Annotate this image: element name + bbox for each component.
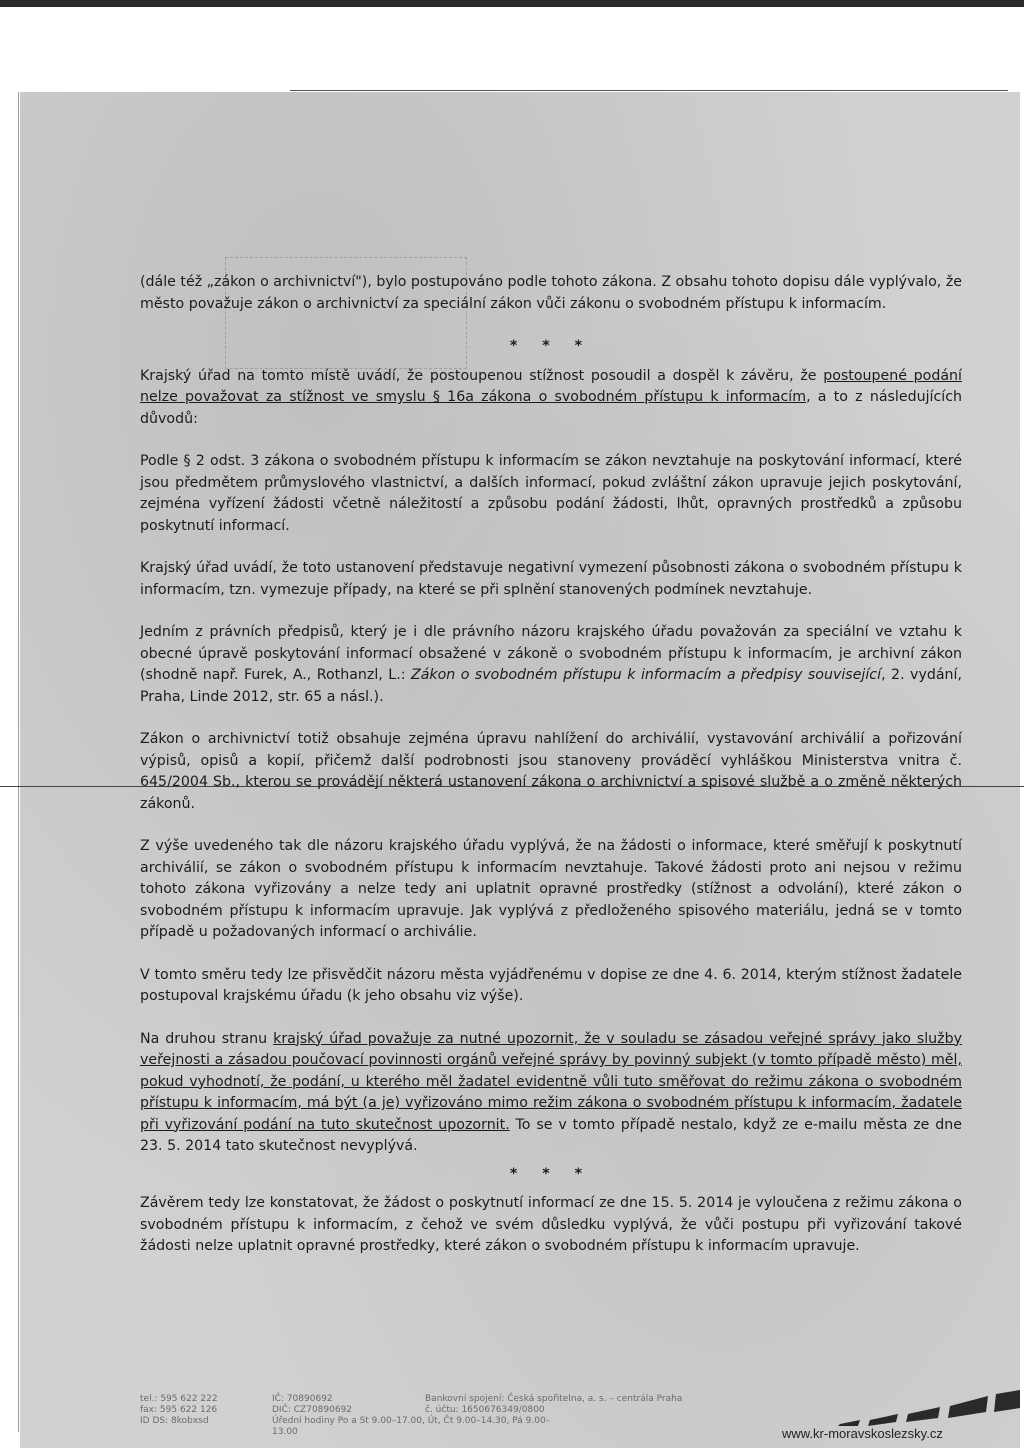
paragraph-3: Podle § 2 odst. 3 zákona o svobodném přístupu k informacím se zákon nevztahuje na poskytování informací, které jsou předmětem průmyslového vlastnictví, a dalších informací, pokud zvláštní zákon upravuje jejich poskytování, zejména vyřízení žádosti včetně náležitostí a způsobu podání žádosti, lhůt, opravných prostředků a způsobu poskytnutí informací. (140, 453, 962, 534)
citation-title: Zákon o svobodném přístupu k informacím a předpisy související (410, 667, 882, 683)
page-footer (0, 1390, 1024, 1448)
footer-line: Úřední hodiny Po a St 9.00–17.00, Út, Čt 9.00–14.30, Pá 9.00–13.00 (272, 1416, 551, 1437)
logo-stripes-icon (820, 1390, 1020, 1426)
footer-contact (140, 1394, 218, 1427)
text: Na druhou stranu (140, 1030, 274, 1047)
footer-line: Bankovní spojení: Česká spořitelna, a. s. – centrála Praha (425, 1394, 683, 1404)
paragraph-10: Závěrem tedy lze konstatovat, že žádost o poskytnutí informací ze dne 15. 5. 2014 je vyloučena z režimu zákona o svobodném přístupu k informacím, z čehož ve svém důsledku vyplývá, že vůči postupu při vyřizování takové žádosti nelze uplatnit opravné prostředky, které zákon o svobodném přístupu k informacím upravuje. (140, 1195, 962, 1254)
text: , 2. vydání, Praha, Linde 2012, str. 65 a násl.). (140, 667, 962, 705)
scan-left-edge (18, 92, 19, 1432)
paragraph-1: (dále též „zákon o archivnictví"), bylo postupováno podle tohoto zákona. Z obsahu tohoto dopisu dále vyplývalo, že město považuje zákon o archivnictví za speciální zákon vůči zákonu o svobodném přístupu k informacím. (140, 274, 962, 312)
footer-line: fax: 595 622 126 (140, 1405, 218, 1415)
paragraph-9 (140, 1029, 962, 1158)
scan-horizontal-line (290, 90, 1008, 91)
website-link[interactable]: www.kr-moravskoslezsky.cz (782, 1426, 943, 1441)
document-body (140, 272, 962, 1279)
paragraph-8: V tomto směru tedy lze přisvědčit názoru města vyjádřenému v dopise ze dne 4. 6. 2014, kterým stížnost žadatele postupoval krajskému úřadu (k jeho obsahu viz výše). (140, 966, 962, 1004)
paragraph-5 (140, 622, 962, 708)
footer-line: DIČ: CZ70890692 (272, 1405, 353, 1415)
footer-line: tel.: 595 622 222 (140, 1394, 218, 1404)
paragraph-7: Z výše uvedeného tak dle názoru krajského úřadu vyplývá, že na žádosti o informace, které směřují k poskytnutí archiválií, se zákon o svobodném přístupu k informacím nevztahuje. Takové žádosti proto ani nejsou v režimu tohoto zákona vyřizovány a nelze tedy ani uplatnit opravné prostředky (stížnost a odvolání), které zákon o svobodném přístupu k informacím upravuje. Jak vyplývá z předloženého spisového materiálu, jedná se v tomto případě u požadovaných informací o archiválie. (140, 838, 962, 940)
footer-line: č. účtu: 1650676349/0800 (425, 1405, 545, 1415)
paragraph-4: Krajský úřad uvádí, že toto ustanovení představuje negativní vymezení působnosti zákona o svobodném přístupu k informacím, tzn. vymezuje případy, na které se při splnění stanovených podmínek nevztahuje. (140, 560, 962, 598)
section-separator: * * * (509, 1165, 593, 1182)
text: Krajský úřad na tomto místě uvádí, že postoupenou stížnost posoudil a dospěl k závěru, že (140, 367, 824, 384)
text: , a to z následujících důvodů: (140, 389, 962, 427)
footer-line: ID DS: 8kobxsd (140, 1416, 209, 1426)
text: Jedním z právních předpisů, který je i dle právního názoru krajského úřadu považován za speciální ve vztahu k obecné úpravě poskytování informací obsažené v zákoně o svobodném přístupu k informacím, je archivní zákon (shodně např. Furek, A., Rothanzl, L.: (140, 624, 962, 683)
footer-line: IČ: 70890692 (272, 1394, 333, 1404)
footer-bank (425, 1394, 755, 1416)
text: To se v tomto případě nestalo, když ze e-mailu města ze dne 23. 5. 2014 tato skutečnost nevyplývá. (140, 1116, 962, 1154)
underlined-text: krajský úřad považuje za nutné upozornit, že v souladu se zásadou veřejné správy jako služby veřejnosti a zásadou poučovací povinnosti orgánů veřejné správy by povinný subjekt (v tomto případě město) měl, pokud vyhodnotí, že podání, u kterého měl žadatel evidentně vůli tuto směřovat do režimu zákona o svobodném přístupu k informacím, má být (a je) vyřizováno mimo režim zákona o svobodném přístupu k informacím, žadatele při vyřizování podání na tuto skutečnost upozornit. (140, 1030, 963, 1133)
paragraph-6: Zákon o archivnictví totiž obsahuje zejména úpravu nahlížení do archiválií, vystavování archiválií a pořizování výpisů, opisů a kopií, přičemž další podrobnosti jsou stanoveny prováděcí vyhláškou Ministerstva vnitra č. 645/2004 Sb., kterou se provádějí některá ustanovení zákona o archivnictví a spisové službě a o změně některých zákonů. (140, 731, 962, 812)
scan-top-edge (0, 0, 1024, 7)
section-separator: * * * (509, 338, 593, 354)
paragraph-2 (140, 366, 962, 431)
underlined-text: postoupené podání nelze považovat za stížnost ve smyslu § 16a zákona o svobodném přístupu k informacím (140, 367, 962, 405)
